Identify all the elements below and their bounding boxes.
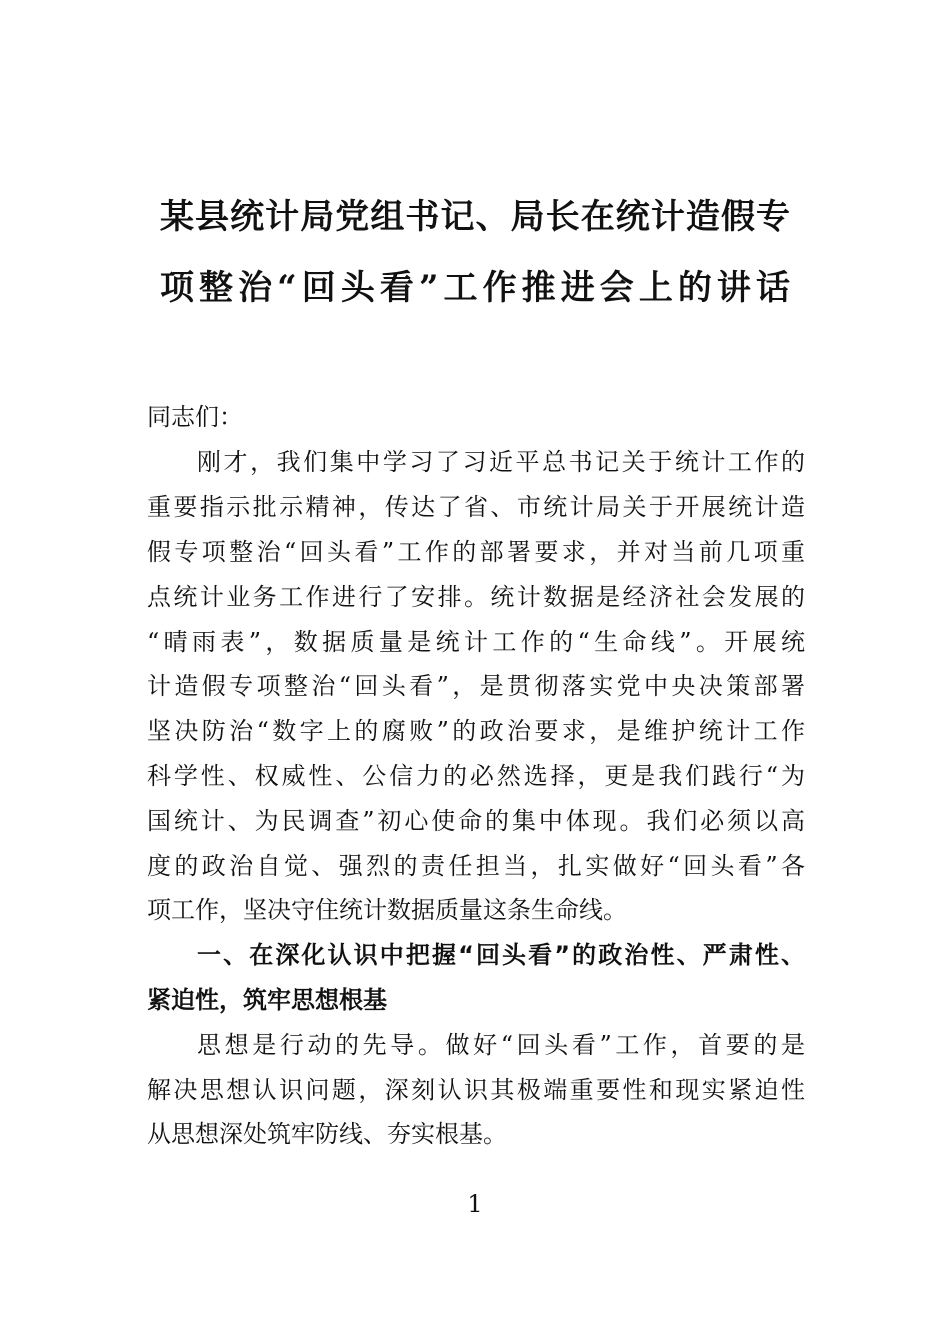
- heading-line: 紧迫性，筑牢思想根基: [147, 986, 387, 1014]
- paragraph-line: 假专项整治“回头看”工作的部署要求，并对当前几项重: [147, 538, 805, 566]
- paragraph-line: “晴雨表”，数据质量是统计工作的“生命线”。开展统: [147, 628, 805, 656]
- paragraph-line: 国统计、为民调查”初心使命的集中体现。我们必须以高: [147, 807, 805, 835]
- paragraph-line: 度的政治自觉、强烈的责任担当，扎实做好“回头看”各: [147, 852, 805, 880]
- paragraph-line: 重要指示批示精神，传达了省、市统计局关于开展统计造: [147, 493, 805, 521]
- salutation: 同志们：: [147, 403, 243, 431]
- paragraph-line: 坚决防治“数字上的腐败”的政治要求，是维护统计工作: [147, 717, 805, 745]
- page-number: 1: [467, 1190, 483, 1218]
- paragraph-line: 项工作，坚决守住统计数据质量这条生命线。: [147, 896, 627, 924]
- paragraph-line: 思想是行动的先导。做好“回头看”工作，首要的是: [197, 1031, 805, 1059]
- document-title-line-1: 某县统计局党组书记、局长在统计造假专: [160, 197, 790, 237]
- document-title-line-2: 项整治“回头看”工作推进会上的讲话: [160, 268, 790, 308]
- paragraph-line: 点统计业务工作进行了安排。统计数据是经济社会发展的: [147, 583, 805, 611]
- heading-line: 一、在深化认识中把握“回头看”的政治性、严肃性、: [197, 941, 805, 969]
- paragraph-line: 计造假专项整治“回头看”，是贯彻落实党中央决策部署: [147, 672, 805, 700]
- paragraph-line: 刚才，我们集中学习了习近平总书记关于统计工作的: [197, 448, 805, 476]
- paragraph-line: 科学性、权威性、公信力的必然选择，更是我们践行“为: [147, 762, 805, 790]
- paragraph-line: 从思想深处筑牢防线、夯实根基。: [147, 1120, 507, 1148]
- paragraph-line: 解决思想认识问题，深刻认识其极端重要性和现实紧迫性: [147, 1076, 805, 1104]
